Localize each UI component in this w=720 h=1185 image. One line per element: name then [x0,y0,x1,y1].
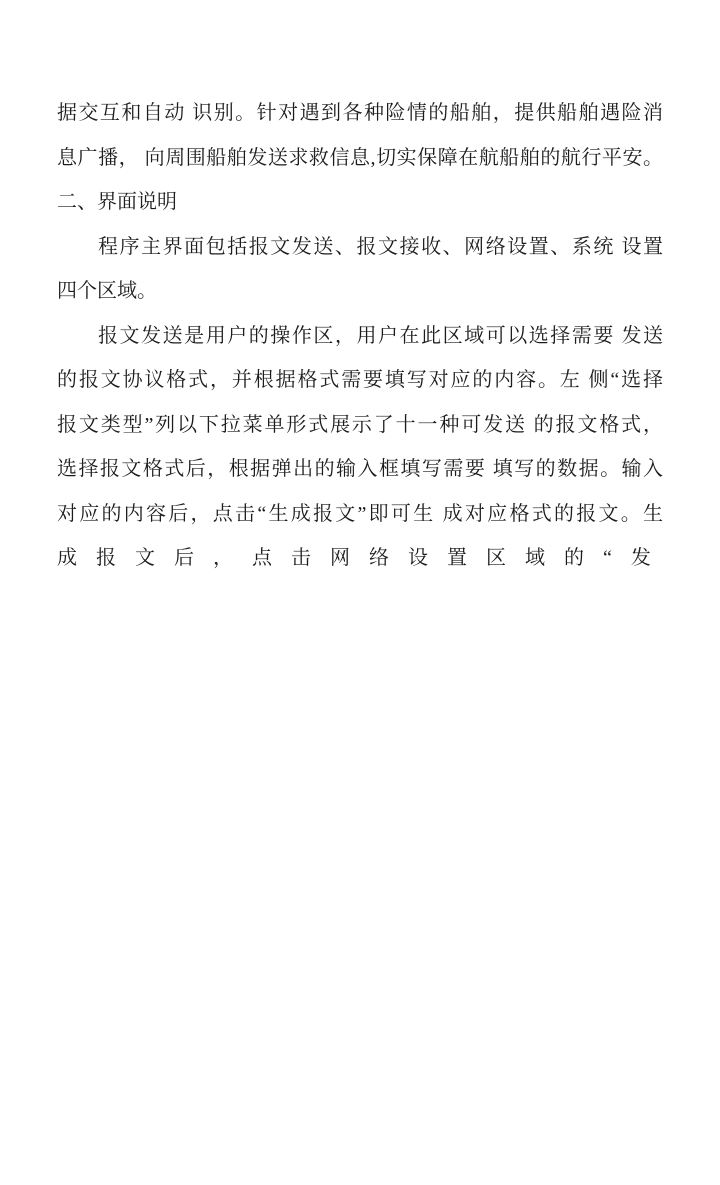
document-text-block [57,91,670,581]
body-text-line: 四个区域。 [57,280,157,302]
body-text-line: 息广播， 向周围船舶发送求救信息,切实保障在航船舶的航行平安。 [57,146,663,169]
body-text-line: 对应的内容后，点击“生成报文”即可生 成对应格式的报文。生 [57,502,663,525]
body-text-line: 选择报文格式后，根据弹出的输入框填写需要 填写的数据。输入 [57,458,663,480]
body-text-line: 据交互和自动 识别。针对遇到各种险情的船舶，提供船舶遇险消 [57,102,663,124]
body-text-line: 的报文协议格式，并根据格式需要填写对应的内容。左 侧“选择 [57,369,663,391]
body-text-line: 程序主界面包括报文发送、报文接收、网络设置、系统 设置 [98,235,663,258]
section-heading: 二、界面说明 [57,191,177,213]
body-text-line: 报文类型”列以下拉菜单形式展示了十一种可发送 的报文格式， [57,413,663,436]
body-text-line: 报文发送是用户的操作区，用户在此区域可以选择需要 发送 [98,324,663,347]
body-text-line: 成报文后，点击网络设置区域的“发 [57,547,670,569]
